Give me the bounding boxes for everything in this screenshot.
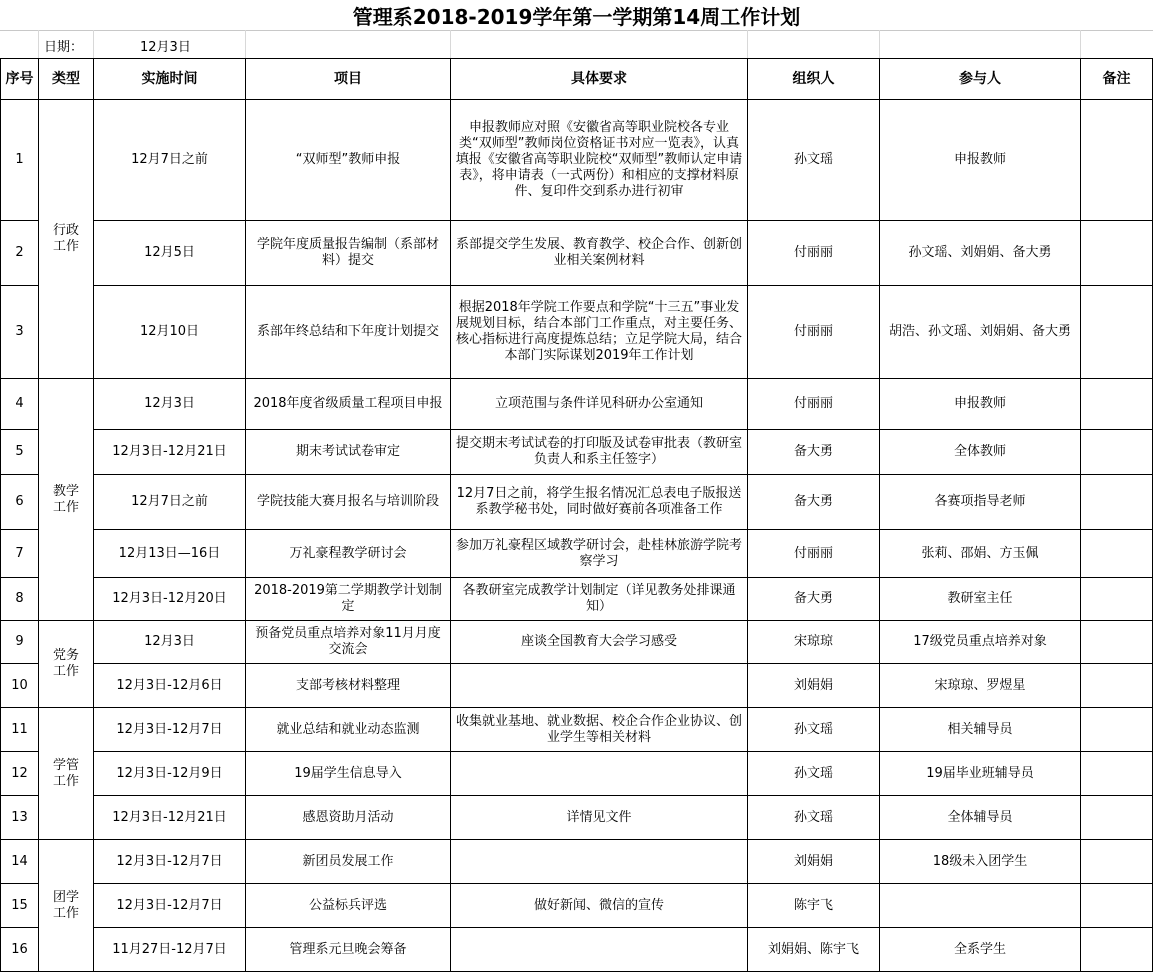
table-row: [1, 221, 1153, 286]
table-row: [1, 621, 1153, 664]
requirements-cell: 提交期末考试试卷的打印版及试卷审批表（教研室负责人和系主任签字）: [451, 430, 748, 475]
organizer-cell: 备大勇: [748, 430, 880, 475]
row-number: 7: [1, 530, 39, 578]
requirements-cell: 根据2018年学院工作要点和学院“十三五”事业发展规划目标，结合本部门工作重点，对主要任务、核心指标进行高度提炼总结；立足学院大局，结合本部门实际谋划2019年工作计划: [451, 286, 748, 379]
date-row: [0, 30, 1153, 59]
time-cell: 12月3日: [94, 621, 246, 664]
header-notes: 备注: [1081, 59, 1153, 100]
time-cell: 12月3日-12月6日: [94, 664, 246, 708]
organizer-cell: 备大勇: [748, 475, 880, 530]
organizer-cell: 孙文瑶: [748, 796, 880, 840]
time-cell: 12月3日-12月21日: [94, 796, 246, 840]
requirements-cell: 收集就业基地、就业数据、校企合作企业协议、创业学生等相关材料: [451, 708, 748, 752]
organizer-cell: 宋琼琼: [748, 621, 880, 664]
time-cell: 12月3日-12月20日: [94, 578, 246, 621]
table-row: [1, 796, 1153, 840]
organizer-cell: 付丽丽: [748, 379, 880, 430]
table-row: [1, 578, 1153, 621]
time-cell: 12月3日-12月21日: [94, 430, 246, 475]
organizer-cell: 付丽丽: [748, 530, 880, 578]
requirements-cell: 立项范围与条件详见科研办公室通知: [451, 379, 748, 430]
header-project: 项目: [246, 59, 451, 100]
row-number: 13: [1, 796, 39, 840]
notes-cell: [1081, 430, 1153, 475]
sheet-title: 管理系2018-2019学年第一学期第14周工作计划: [0, 0, 1153, 31]
header-requirements: 具体要求: [451, 59, 748, 100]
requirements-cell: [451, 752, 748, 796]
date-value: 12月3日: [140, 40, 191, 55]
organizer-cell: 付丽丽: [748, 221, 880, 286]
requirements-cell: 系部提交学生发展、教育教学、校企合作、创新创业相关案例材料: [451, 221, 748, 286]
organizer-cell: 付丽丽: [748, 286, 880, 379]
requirements-cell: 做好新闻、微信的宣传: [451, 884, 748, 928]
project-cell: 系部年终总结和下年度计划提交: [246, 286, 451, 379]
organizer-cell: 陈宇飞: [748, 884, 880, 928]
row-number: 5: [1, 430, 39, 475]
organizer-cell: 备大勇: [748, 578, 880, 621]
project-cell: 管理系元旦晚会筹备: [246, 928, 451, 972]
project-cell: 学院年度质量报告编制（系部材料）提交: [246, 221, 451, 286]
notes-cell: [1081, 928, 1153, 972]
row-number: 14: [1, 840, 39, 884]
table-row: [1, 664, 1153, 708]
row-number: 4: [1, 379, 39, 430]
requirements-cell: 各教研室完成教学计划制定（详见教务处排课通知）: [451, 578, 748, 621]
notes-cell: [1081, 221, 1153, 286]
time-cell: 12月7日之前: [94, 475, 246, 530]
header-organizer: 组织人: [748, 59, 880, 100]
table-row: [1, 928, 1153, 972]
organizer-cell: 刘娟娟、陈宇飞: [748, 928, 880, 972]
category-cell: 学管 工作: [39, 708, 94, 840]
table-row: [1, 840, 1153, 884]
requirements-cell: 12月7日之前，将学生报名情况汇总表电子版报送系教学秘书处，同时做好赛前各项准备工作: [451, 475, 748, 530]
project-cell: 感恩资助月活动: [246, 796, 451, 840]
notes-cell: [1081, 884, 1153, 928]
notes-cell: [1081, 796, 1153, 840]
requirements-cell: [451, 664, 748, 708]
table-row: [1, 475, 1153, 530]
notes-cell: [1081, 379, 1153, 430]
row-number: 11: [1, 708, 39, 752]
header-no: 序号: [1, 59, 39, 100]
row-number: 10: [1, 664, 39, 708]
requirements-cell: 参加万礼豪程区域教学研讨会，赴桂林旅游学院考察学习: [451, 530, 748, 578]
row-number: 12: [1, 752, 39, 796]
notes-cell: [1081, 708, 1153, 752]
row-number: 1: [1, 100, 39, 221]
participants-cell: 教研室主任: [880, 578, 1081, 621]
time-cell: 12月10日: [94, 286, 246, 379]
project-cell: 支部考核材料整理: [246, 664, 451, 708]
time-cell: 12月3日-12月9日: [94, 752, 246, 796]
row-number: 3: [1, 286, 39, 379]
time-cell: 12月13日—16日: [94, 530, 246, 578]
notes-cell: [1081, 100, 1153, 221]
time-cell: 12月3日-12月7日: [94, 884, 246, 928]
category-cell: 团学 工作: [39, 840, 94, 972]
participants-cell: [880, 884, 1081, 928]
organizer-cell: 孙文瑶: [748, 708, 880, 752]
notes-cell: [1081, 475, 1153, 530]
header-type: 类型: [39, 59, 94, 100]
time-cell: 12月7日之前: [94, 100, 246, 221]
table-row: [1, 752, 1153, 796]
participants-cell: 申报教师: [880, 100, 1081, 221]
organizer-cell: 孙文瑶: [748, 100, 880, 221]
requirements-cell: [451, 840, 748, 884]
requirements-cell: [451, 928, 748, 972]
organizer-cell: 刘娟娟: [748, 664, 880, 708]
date-label: 日期：: [44, 40, 84, 55]
category-cell: 行政 工作: [39, 100, 94, 379]
header-time: 实施时间: [94, 59, 246, 100]
participants-cell: 全体教师: [880, 430, 1081, 475]
project-cell: 2018年度省级质量工程项目申报: [246, 379, 451, 430]
project-cell: 19届学生信息导入: [246, 752, 451, 796]
work-plan-table: [0, 58, 1153, 972]
row-number: 2: [1, 221, 39, 286]
requirements-cell: 申报教师应对照《安徽省高等职业院校各专业类“双师型”教师岗位资格证书对应一览表》，认真填报《安徽省高等职业院校“双师型”教师认定申请表》，将申请表（一式两份）和相应的支撑材料原件、复印件交到系办进行初审: [451, 100, 748, 221]
row-number: 16: [1, 928, 39, 972]
notes-cell: [1081, 752, 1153, 796]
table-row: [1, 286, 1153, 379]
time-cell: 12月3日: [94, 379, 246, 430]
table-row: [1, 100, 1153, 221]
organizer-cell: 刘娟娟: [748, 840, 880, 884]
participants-cell: 张莉、邵娟、方玉佩: [880, 530, 1081, 578]
participants-cell: 胡浩、孙文瑶、刘娟娟、备大勇: [880, 286, 1081, 379]
participants-cell: 孙文瑶、刘娟娟、备大勇: [880, 221, 1081, 286]
participants-cell: 申报教师: [880, 379, 1081, 430]
notes-cell: [1081, 664, 1153, 708]
row-number: 15: [1, 884, 39, 928]
participants-cell: 17级党员重点培养对象: [880, 621, 1081, 664]
time-cell: 11月27日-12月7日: [94, 928, 246, 972]
table-row: [1, 430, 1153, 475]
table-row: [1, 884, 1153, 928]
header-participants: 参与人: [880, 59, 1081, 100]
notes-cell: [1081, 530, 1153, 578]
participants-cell: 相关辅导员: [880, 708, 1081, 752]
participants-cell: 各赛项指导老师: [880, 475, 1081, 530]
project-cell: 就业总结和就业动态监测: [246, 708, 451, 752]
participants-cell: 19届毕业班辅导员: [880, 752, 1081, 796]
participants-cell: 宋琼琼、罗煜星: [880, 664, 1081, 708]
project-cell: “双师型”教师申报: [246, 100, 451, 221]
project-cell: 公益标兵评选: [246, 884, 451, 928]
time-cell: 12月5日: [94, 221, 246, 286]
organizer-cell: 孙文瑶: [748, 752, 880, 796]
category-cell: 教学 工作: [39, 379, 94, 621]
category-cell: 党务 工作: [39, 621, 94, 708]
notes-cell: [1081, 621, 1153, 664]
requirements-cell: 详情见文件: [451, 796, 748, 840]
project-cell: 预备党员重点培养对象11月月度交流会: [246, 621, 451, 664]
time-cell: 12月3日-12月7日: [94, 840, 246, 884]
table-row: [1, 379, 1153, 430]
notes-cell: [1081, 286, 1153, 379]
row-number: 6: [1, 475, 39, 530]
row-number: 8: [1, 578, 39, 621]
project-cell: 2018-2019第二学期教学计划制定: [246, 578, 451, 621]
project-cell: 新团员发展工作: [246, 840, 451, 884]
notes-cell: [1081, 578, 1153, 621]
row-number: 9: [1, 621, 39, 664]
project-cell: 万礼豪程教学研讨会: [246, 530, 451, 578]
participants-cell: 全系学生: [880, 928, 1081, 972]
participants-cell: 18级未入团学生: [880, 840, 1081, 884]
header-row: [1, 59, 1153, 100]
time-cell: 12月3日-12月7日: [94, 708, 246, 752]
requirements-cell: 座谈全国教育大会学习感受: [451, 621, 748, 664]
project-cell: 期末考试试卷审定: [246, 430, 451, 475]
participants-cell: 全体辅导员: [880, 796, 1081, 840]
table-row: [1, 708, 1153, 752]
table-row: [1, 530, 1153, 578]
project-cell: 学院技能大赛月报名与培训阶段: [246, 475, 451, 530]
notes-cell: [1081, 840, 1153, 884]
